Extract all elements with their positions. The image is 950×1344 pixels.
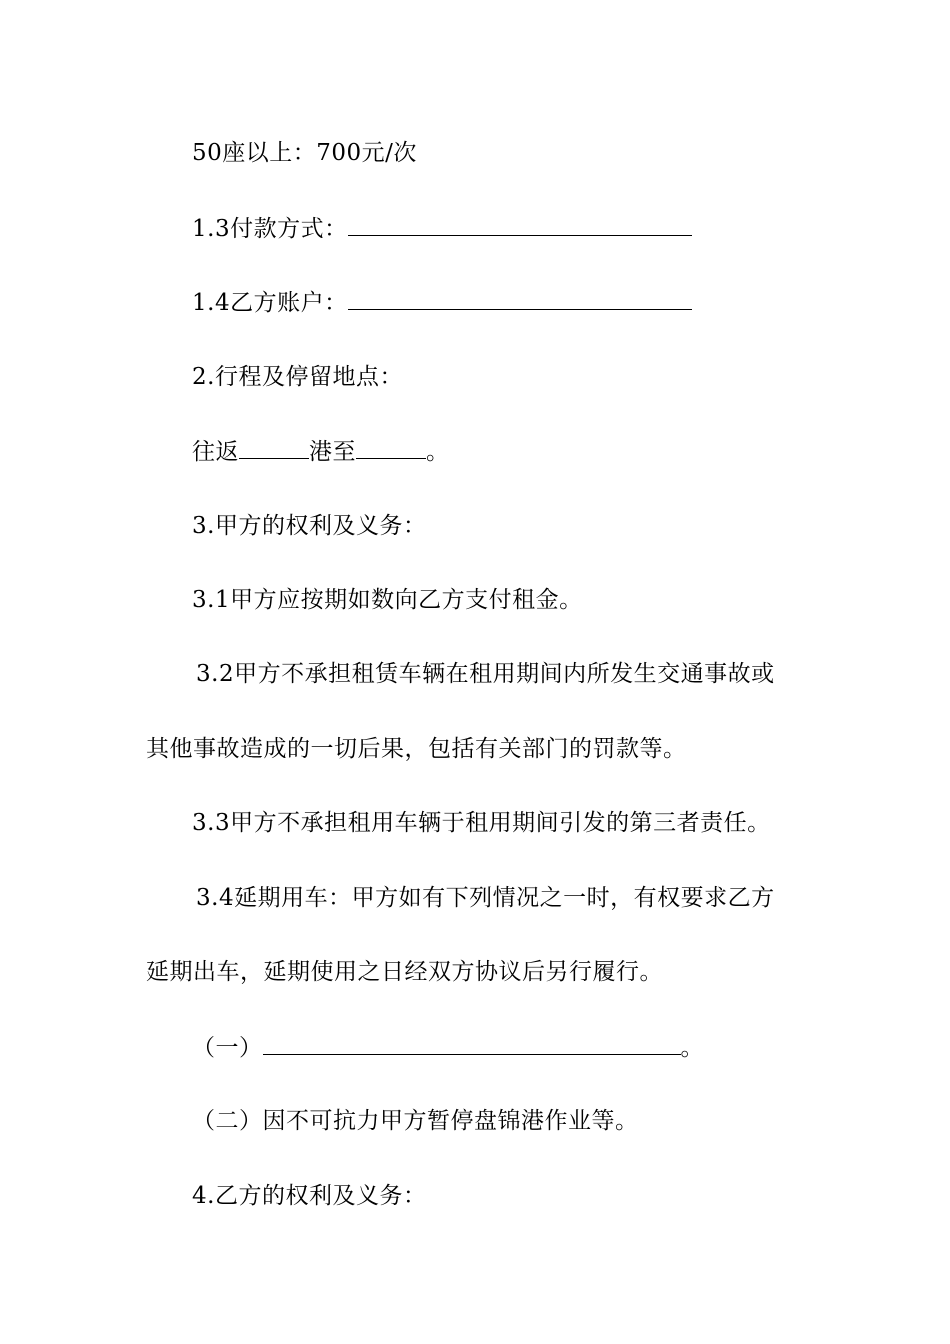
clause-3-4-line-2 [146,957,663,987]
route-prefix: 往返 [192,439,239,465]
clause-3-3-text: 3.3甲方不承担租用车辆于租用期间引发的第三者责任。 [192,810,771,836]
clause-3-4-line-1 [196,883,775,913]
clause-3-4-text-1: 3.4延期用车：甲方如有下列情况之一时，有权要求乙方 [196,885,775,911]
clause-3-2-line-2 [146,734,687,764]
itinerary-heading-text: 2.行程及停留地点： [192,364,403,390]
item-one-label: （一） [192,1035,263,1061]
payment-method-label: 1.3付款方式： [192,216,348,242]
account-blank[interactable] [348,287,692,310]
destination-blank[interactable] [356,436,426,459]
clause-3-1-text: 3.1甲方应按期如数向乙方支付租金。 [192,587,583,613]
item-two-line [192,1106,639,1136]
clause-3-1 [192,585,583,615]
item-one-end: 。 [680,1035,704,1061]
party-a-rights-heading [192,511,426,541]
clause-3-2-line-1 [196,659,775,689]
route-line [192,436,450,467]
account-line [192,287,692,318]
itinerary-heading [192,362,403,392]
price-text: 50座以上：700元/次 [192,140,417,166]
party-b-rights-heading-text: 4.乙方的权利及义务： [192,1183,427,1209]
origin-port-blank[interactable] [239,436,309,459]
party-a-rights-heading-text: 3.甲方的权利及义务： [192,513,427,539]
clause-3-2-text-2: 其他事故造成的一切后果，包括有关部门的罚款等。 [146,736,687,762]
route-end: 。 [426,439,450,465]
route-middle: 港至 [309,439,356,465]
payment-method-line [192,213,692,244]
party-b-rights-heading [192,1181,426,1211]
price-line-50-seats [192,138,417,168]
clause-3-2-text-1: 3.2甲方不承担租赁车辆在租用期间内所发生交通事故或 [196,661,775,687]
item-two-text: （二）因不可抗力甲方暂停盘锦港作业等。 [192,1108,639,1134]
clause-3-4-text-2: 延期出车，延期使用之日经双方协议后另行履行。 [146,959,663,985]
item-one-line [192,1032,704,1063]
account-label: 1.4乙方账户： [192,290,348,316]
payment-method-blank[interactable] [348,213,692,236]
item-one-blank[interactable] [263,1032,681,1055]
clause-3-3 [192,808,771,838]
